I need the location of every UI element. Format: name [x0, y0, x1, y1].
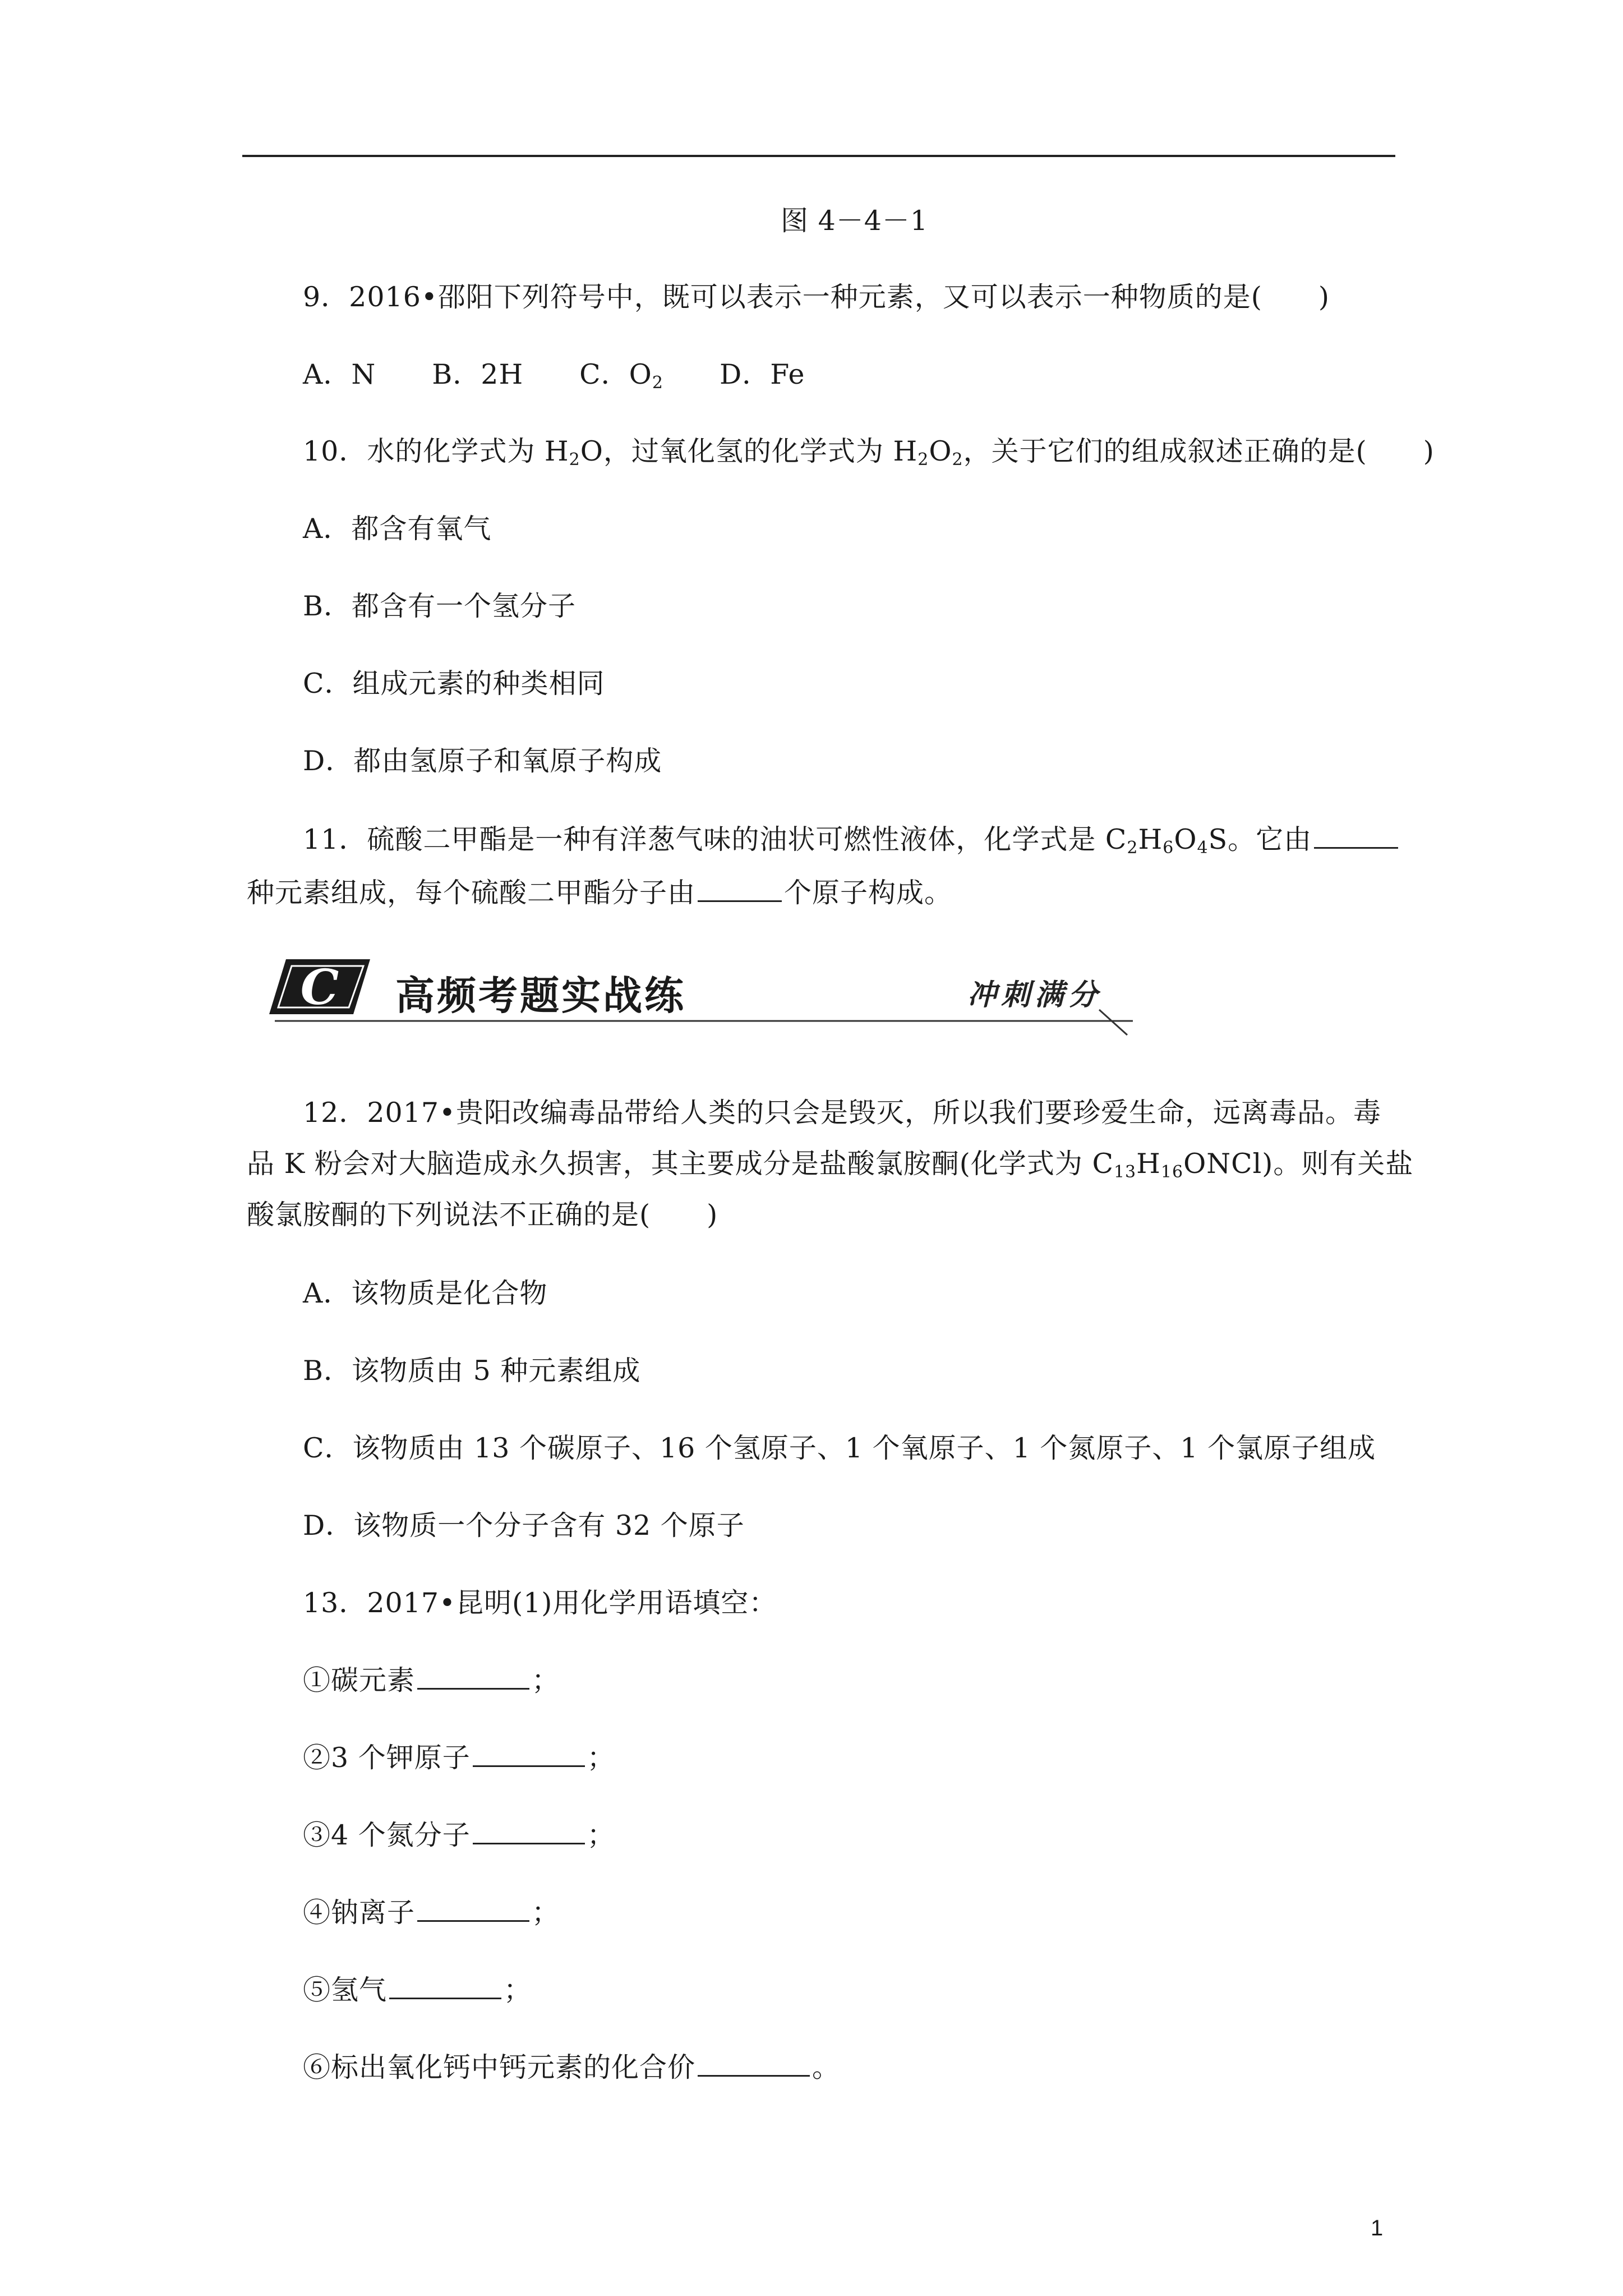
- q13-item-label: ⑥标出氧化钙中钙元素的化合价: [303, 2051, 696, 2083]
- q9-options-text: A．N B．2H C．O: [303, 358, 652, 390]
- q11-text: S。它由: [1208, 823, 1312, 855]
- answer-blank[interactable]: [473, 1741, 585, 1767]
- q10-stem-part: 10．水的化学式为 H: [303, 435, 569, 467]
- q13-item-punct: ；: [532, 1664, 560, 1696]
- question-13-item: [303, 1895, 560, 1931]
- question-12-option-d: D．该物质一个分子含有 32 个原子: [303, 1510, 745, 1542]
- q13-item-label: ⑤氢气: [303, 1974, 388, 2006]
- question-13-item: [303, 1818, 615, 1853]
- q12-subscript: 16: [1160, 1162, 1184, 1182]
- q10-stem-part: ，关于它们的组成叙述正确的是( ): [963, 435, 1435, 467]
- answer-blank[interactable]: [698, 2050, 810, 2077]
- answer-blank[interactable]: [389, 1973, 501, 1999]
- q11-text: O: [1174, 823, 1197, 855]
- question-10-option-a: A．都含有氧气: [303, 513, 492, 545]
- q11-subscript: 6: [1163, 838, 1174, 858]
- question-12-option-c: C．该物质由 13 个碳原子、16 个氢原子、1 个氧原子、1 个氮原子、1 个氯原子组成: [303, 1432, 1376, 1464]
- question-12-line-3: 酸氯胺酮的下列说法不正确的是( ): [247, 1199, 718, 1231]
- question-10-option-d: D．都由氢原子和氧原子构成: [303, 745, 662, 777]
- q13-item-punct: ；: [532, 1897, 560, 1929]
- question-11-line-2: [247, 875, 952, 911]
- q13-item-label: ①碳元素: [303, 1664, 416, 1696]
- q11-text: 11．硫酸二甲酯是一种有洋葱气味的油状可燃性液体，化学式是 C: [303, 823, 1127, 855]
- question-12-option-a: A．该物质是化合物: [303, 1277, 548, 1309]
- question-13-item: [303, 2050, 840, 2086]
- answer-blank[interactable]: [698, 876, 782, 902]
- q13-item-label: ④钠离子: [303, 1897, 416, 1929]
- q11-subscript: 4: [1197, 838, 1209, 858]
- figure-caption: 图 4－4－1: [781, 205, 929, 237]
- q10-subscript: 2: [569, 450, 580, 470]
- question-10-option-b: B．都含有一个氢分子: [303, 590, 577, 622]
- banner-badge-letter: C: [300, 959, 339, 1016]
- q13-item-punct: ；: [587, 1742, 615, 1774]
- header-rule: [242, 155, 1395, 157]
- q12-text: H: [1136, 1148, 1161, 1180]
- question-10-stem: [303, 434, 1435, 470]
- q13-item-label: ②3 个钾原子: [303, 1742, 471, 1774]
- q10-subscript: 2: [917, 450, 929, 470]
- question-12-line-2: [247, 1146, 1413, 1182]
- question-10-option-c: C．组成元素的种类相同: [303, 668, 605, 700]
- answer-blank[interactable]: [1314, 822, 1398, 849]
- question-9-options: [303, 357, 805, 393]
- q12-text: 品 K 粉会对大脑造成永久损害，其主要成分是盐酸氯胺酮(化学式为 C: [247, 1148, 1114, 1180]
- question-12-line-1: 12．2017•贵阳改编毒品带给人类的只会是毁灭，所以我们要珍爱生命，远离毒品。毒: [303, 1097, 1381, 1129]
- q11-subscript: 2: [1127, 838, 1138, 858]
- q12-subscript: 13: [1113, 1162, 1137, 1182]
- q11-text: H: [1138, 823, 1163, 855]
- question-13-item: [303, 1740, 615, 1776]
- banner-underline-tail: [1099, 1010, 1127, 1035]
- section-title: 高频考题实战练: [395, 973, 686, 1019]
- q10-stem-part: O: [929, 435, 952, 467]
- answer-blank[interactable]: [417, 1663, 529, 1690]
- question-13-stem: 13．2017•昆明(1)用化学用语填空：: [303, 1587, 777, 1619]
- q13-item-label: ③4 个氮分子: [303, 1819, 471, 1851]
- q13-item-punct: 。: [812, 2051, 841, 2083]
- q12-text: ONCl)。则有关盐: [1183, 1148, 1414, 1180]
- q13-item-punct: ；: [504, 1974, 532, 2006]
- q11-text: 个原子构成。: [784, 877, 953, 909]
- q10-stem-part: O，过氧化氢的化学式为 H: [580, 435, 918, 467]
- q9-options-tail: D．Fe: [663, 358, 805, 390]
- q9-subscript: 2: [652, 373, 663, 393]
- page-number: 1: [1371, 2216, 1384, 2240]
- answer-blank[interactable]: [473, 1818, 585, 1844]
- question-9-stem: 9．2016•邵阳下列符号中，既可以表示一种元素，又可以表示一种物质的是( ): [303, 281, 1330, 313]
- answer-blank[interactable]: [417, 1895, 529, 1922]
- question-11-line-1: [303, 822, 1400, 858]
- section-subtitle: 冲刺满分: [967, 978, 1103, 1012]
- question-12-option-b: B．该物质由 5 种元素组成: [303, 1355, 641, 1387]
- question-13-item: [303, 1972, 532, 2008]
- q11-text: 种元素组成，每个硫酸二甲酯分子由: [247, 877, 696, 909]
- question-13-item: [303, 1663, 560, 1699]
- q10-subscript: 2: [952, 450, 963, 470]
- q13-item-punct: ；: [587, 1819, 615, 1851]
